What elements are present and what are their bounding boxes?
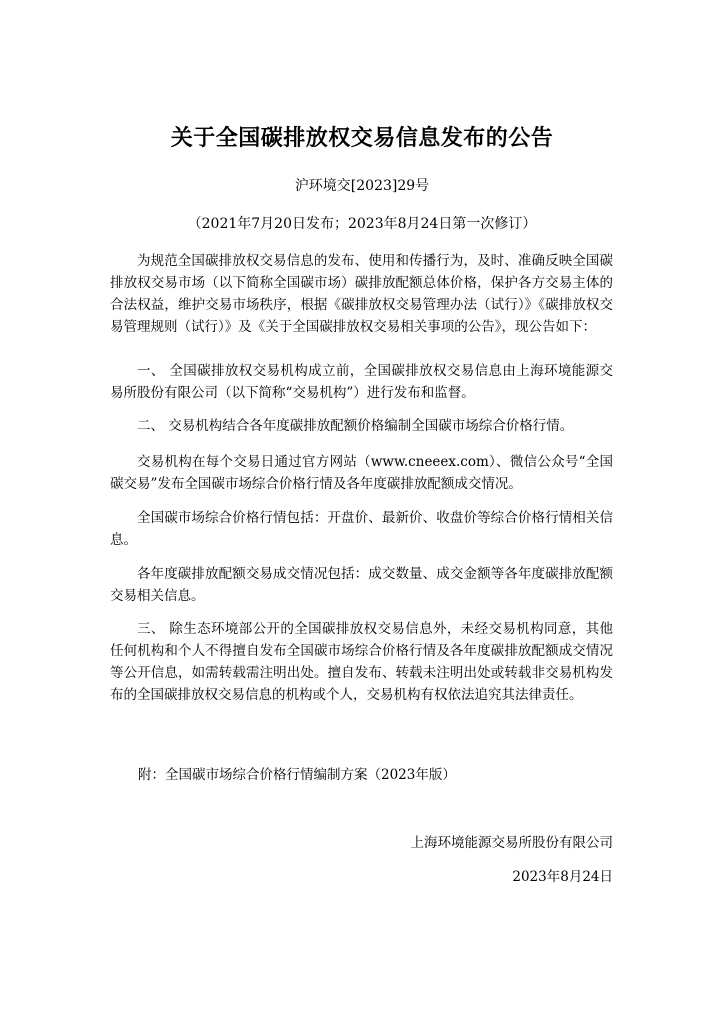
annex-line: 附：全国碳市场综合价格行情编制方案（2023年版）	[138, 767, 456, 783]
paragraph-transaction-info: 各年度碳排放配额交易成交情况包括：成交数量、成交金额等各年度碳排放配额交易相关信息。	[110, 566, 613, 604]
paragraph-section-2: 二、 交易机构结合各年度碳排放配额价格编制全国碳市场综合价格行情。	[137, 418, 574, 434]
document-title: 关于全国碳排放权交易信息发布的公告	[170, 126, 554, 151]
issuer-name: 上海环境能源交易所股份有限公司	[410, 835, 613, 851]
paragraph-intro: 为规范全国碳排放权交易信息的发布、使用和传播行为，及时、准确反映全国碳排放权交易市场（以下简称全国碳市场）碳排放配额总体价格，保护各方交易主体的合法权益，维护交易市场秩序，根据《碳排放权交易管理办法（试行）》《碳排放权交易管理规则（试行）》及《关于全国碳排放权交易相关事项的公告》，现公告如下：	[110, 253, 613, 335]
paragraph-publish-channels: 交易机构在每个交易日通过官方网站（www.cneeex.com）、微信公众号“全国碳交易”发布全国碳市场综合价格行情及各年度碳排放配额成交情况。	[110, 454, 613, 492]
issue-date: 2023年8月24日	[512, 869, 613, 885]
publish-revision-dates: （2021年7月20日发布；2023年8月24日第一次修订）	[187, 216, 537, 232]
paragraph-price-info: 全国碳市场综合价格行情包括：开盘价、最新价、收盘价等综合价格行情相关信息。	[110, 510, 613, 548]
paragraph-section-3: 三、 除生态环境部公开的全国碳排放权交易信息外，未经交易机构同意，其他任何机构和个人不得擅自发布全国碳市场综合价格行情及各年度碳排放配额成交情况等公开信息，如需转载需注明出处。擅自发布、转载未注明出处或转载非交易机构发布的全国碳排放权交易信息的机构或个人，交易机构有权依法追究其法律责任。	[110, 621, 613, 703]
document-number: 沪环境交[2023]29号	[294, 178, 430, 194]
paragraph-section-1: 一、 全国碳排放权交易机构成立前，全国碳排放权交易信息由上海环境能源交易所股份有限公司（以下简称“交易机构”）进行发布和监督。	[110, 363, 613, 401]
